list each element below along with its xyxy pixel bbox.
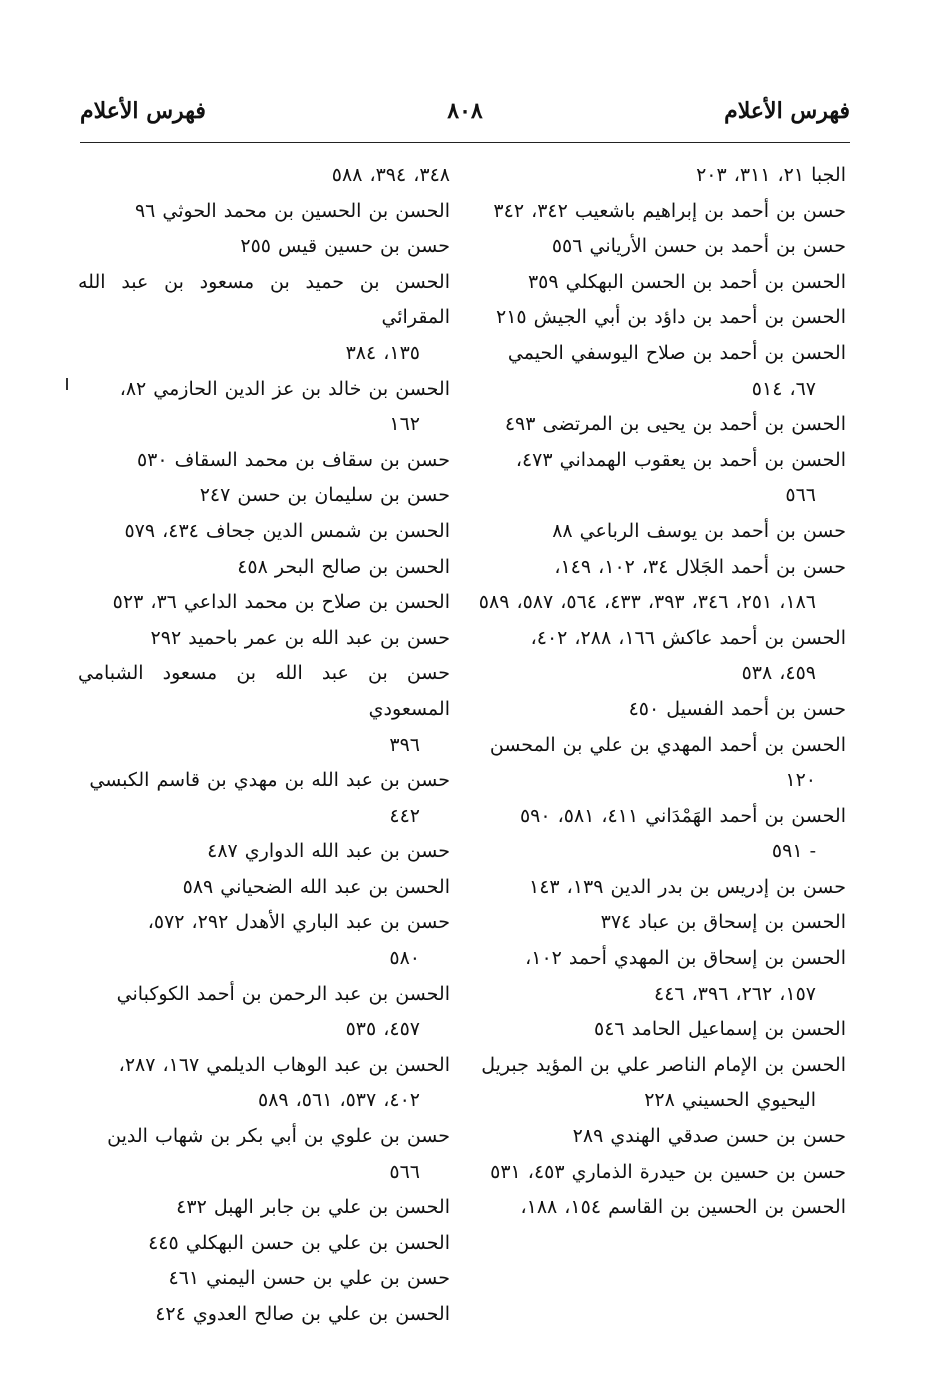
entry-text: الحسن بن أحمد بن يحيى بن المرتضى ٤٩٣ [504,413,846,436]
index-entry [474,905,846,941]
entry-text: حسن بن عبد الباري الأهدل ٢٩٢، ٥٧٢، [147,911,450,934]
index-entry [78,977,450,1048]
index-entry [474,1119,846,1155]
index-entry [78,443,450,479]
entry-text: حسن بن علي بن حسن اليمني ٤٦١ [168,1267,450,1290]
index-entry [78,1226,450,1262]
entry-text: حسن بن إدريس بن بدر الدين ١٣٩، ١٤٣ [529,875,846,898]
entry-text: الحسن بن صلاح بن محمد الداعي ٣٦، ٥٢٣ [112,591,450,614]
index-entry [78,514,450,550]
index-entry [78,905,450,976]
entry-continuation: ٥٦٦ [785,484,816,507]
index-entry [78,1190,450,1226]
entry-continuation: ١٥٧، ٢٦٢، ٣٩٦، ٤٤٦ [653,982,816,1005]
entry-text: الجبا ٢١، ٣١١، ٢٠٣ [696,164,846,186]
index-entry [474,941,846,1012]
entry-text: حسن بن أحمد الجَلال ٣٤، ١٠٢، ١٤٩، [554,555,846,578]
index-entry [474,692,846,728]
index-entry [474,265,846,301]
entry-text: الحسن بن صالح البحر ٤٥٨ [237,555,450,578]
entry-text: حسن بن حسين قيس ٢٥٥ [240,235,450,258]
entry-text: ٣٤٨، ٣٩٤، ٥٨٨ [331,164,450,186]
entry-continuation: ٤٠٢، ٥٣٧، ٥٦١، ٥٨٩ [257,1089,420,1112]
index-entry [78,478,450,514]
entry-continuation: ٥٨٠ [389,947,420,970]
entry-continuation: ٦٧، ٥١٤ [751,377,816,400]
entry-continuation: ١٦٢ [389,413,420,436]
entry-text: حسن بن عبد الله بن مهدي بن قاسم الكبسي [89,769,450,792]
entry-text: الحسن بن إسحاق بن عباد ٣٧٤ [600,911,846,934]
entry-text: الحسن بن أحمد بن صلاح اليوسفي الحيمي [507,341,846,364]
page-header [80,98,850,138]
index-entry [78,550,450,586]
index-entry [78,1048,450,1119]
index-entry [78,1261,450,1297]
entry-text: الحسن بن أحمد بن داؤد بن أبي الجيش ٢١٥ [496,306,846,329]
entry-text: الحسن بن أحمد بن الحسن البهكلي ٣٥٩ [527,270,846,293]
entry-text: الحسن بن الحسين بن القاسم ١٥٤، ١٨٨، [520,1196,846,1219]
index-entry [78,621,450,657]
header-rule [80,142,850,143]
entry-text: حسن بن أحمد بن يوسف الرباعي ٨٨ [552,519,846,542]
index-entry [474,1190,846,1226]
entry-continuation: ٤٥٩، ٥٣٨ [741,662,816,685]
entry-text: حسن بن أحمد بن إبراهيم باشعيب ٣٤٢، ٣٤٢ [493,199,846,222]
index-entry [78,194,450,230]
index-entry [474,621,846,692]
header-title-right: فهرس الأعلام [724,98,850,124]
entry-text: الحسن بن أحمد المهدي بن علي بن المحسن [489,733,846,756]
index-entry [474,870,846,906]
entry-text: حسن بن أحمد بن حسن الأرياني ٥٥٦ [551,235,846,258]
entry-text: الحسن بن إسماعيل الحامد ٥٤٦ [594,1018,846,1041]
index-entry [474,1048,846,1119]
index-entry [474,443,846,514]
entry-text: الحسن بن حميد بن مسعود بن عبد الله المقرائي [78,270,450,329]
index-entry [78,1297,450,1333]
index-entry [474,1012,846,1048]
entry-text: الحسن بن إسحاق بن المهدي أحمد ١٠٢، [525,947,846,970]
entry-text: الحسن بن علي بن جابر الهبل ٤٣٢ [176,1196,450,1219]
index-entry [78,372,450,443]
index-entry [78,763,450,834]
entry-text: الحسن بن أحمد الهَمْدَاني ٤١١، ٥٨١، ٥٩٠ [519,804,846,827]
entry-continuation: - ٥٩١ [771,840,816,863]
entry-text: حسن بن سليمان بن حسن ٢٤٧ [199,484,450,507]
entry-text: حسن بن علوي بن أبي بكر بن شهاب الدين [107,1125,450,1148]
index-entry [78,229,450,265]
entry-text: الحسن بن علي بن حسن البهكلي ٤٤٥ [148,1231,450,1254]
index-entry [474,799,846,870]
entry-text: الحسن بن خالد بن عز الدين الحازمي ٨٢، [119,377,450,400]
index-entry [78,656,450,763]
entry-text: حسن بن حسين بن حيدرة الذماري ٤٥٣، ٥٣١ [490,1160,846,1183]
entry-text: حسن بن عبد الله بن مسعود الشبامي المسعودي [78,662,450,720]
entry-text: الحسن بن عبد الله الضحياني ٥٨٩ [182,875,450,898]
index-entry [474,336,846,407]
entry-text: حسن بن سقاف بن محمد السقاف ٥٣٠ [136,448,450,471]
index-entry [474,229,846,265]
entry-text: الحسن بن علي بن صالح العدوي ٤٢٤ [155,1303,450,1325]
margin-mark [66,378,68,390]
entry-text: الحسن بن الإمام الناصر علي بن المؤيد جبريل [481,1053,846,1076]
entry-continuation: ٤٤٢ [389,804,420,827]
entry-text: الحسن بن شمس الدين جحاف ٤٣٤، ٥٧٩ [124,519,450,542]
index-entry [474,550,846,621]
entry-continuation: اليحيوي الحسيني ٢٢٨ [644,1089,816,1112]
entry-text: الحسن بن عبد الوهاب الديلمي ١٦٧، ٢٨٧، [118,1053,450,1076]
entry-text: الحسن بن أحمد عاكش ١٦٦، ٢٨٨، ٤٠٢، [530,626,846,649]
entry-continuation: ١٣٥، ٣٨٤ [345,341,420,364]
entry-text: حسن بن عبد الله بن عمر باحميد ٢٩٢ [150,626,450,649]
index-column-left [78,158,450,1333]
index-entry [78,158,450,194]
index-entry [78,1119,450,1190]
index-entry [78,265,450,372]
entry-text: حسن بن أحمد الفسيل ٤٥٠ [628,697,846,720]
index-entry [474,514,846,550]
index-entry [78,585,450,621]
entry-text: حسن بن عبد الله الدواري ٤٨٧ [207,840,450,863]
entry-text: الحسن بن أحمد بن يعقوب الهمداني ٤٧٣، [515,448,846,471]
entry-continuation: ٤٥٧، ٥٣٥ [345,1018,420,1041]
entry-text: الحسن بن الحسين بن محمد الحوثي ٩٦ [134,199,450,222]
index-entry [474,300,846,336]
entry-continuation: ٣٩٦ [389,733,420,756]
entry-text: حسن بن حسن صدقي الهندي ٢٨٩ [572,1125,846,1148]
index-entry [474,407,846,443]
index-entry [474,158,846,194]
index-entry [78,834,450,870]
entry-continuation: ٥٦٦ [389,1160,420,1183]
index-column-right [474,158,846,1226]
index-entry [474,194,846,230]
header-title-left: فهرس الأعلام [80,98,206,124]
entry-continuation: ١٢٠ [785,769,816,792]
index-entry [78,870,450,906]
index-entry [474,728,846,799]
index-entry [474,1155,846,1191]
page-number: ٨٠٨ [447,98,483,124]
entry-continuation: ١٨٦، ٢٥١، ٣٤٦، ٣٩٣، ٤٣٣، ٥٦٤، ٥٨٧، ٥٨٩ [478,591,816,614]
entry-text: الحسن بن عبد الرحمن بن أحمد الكوكباني [116,982,450,1005]
